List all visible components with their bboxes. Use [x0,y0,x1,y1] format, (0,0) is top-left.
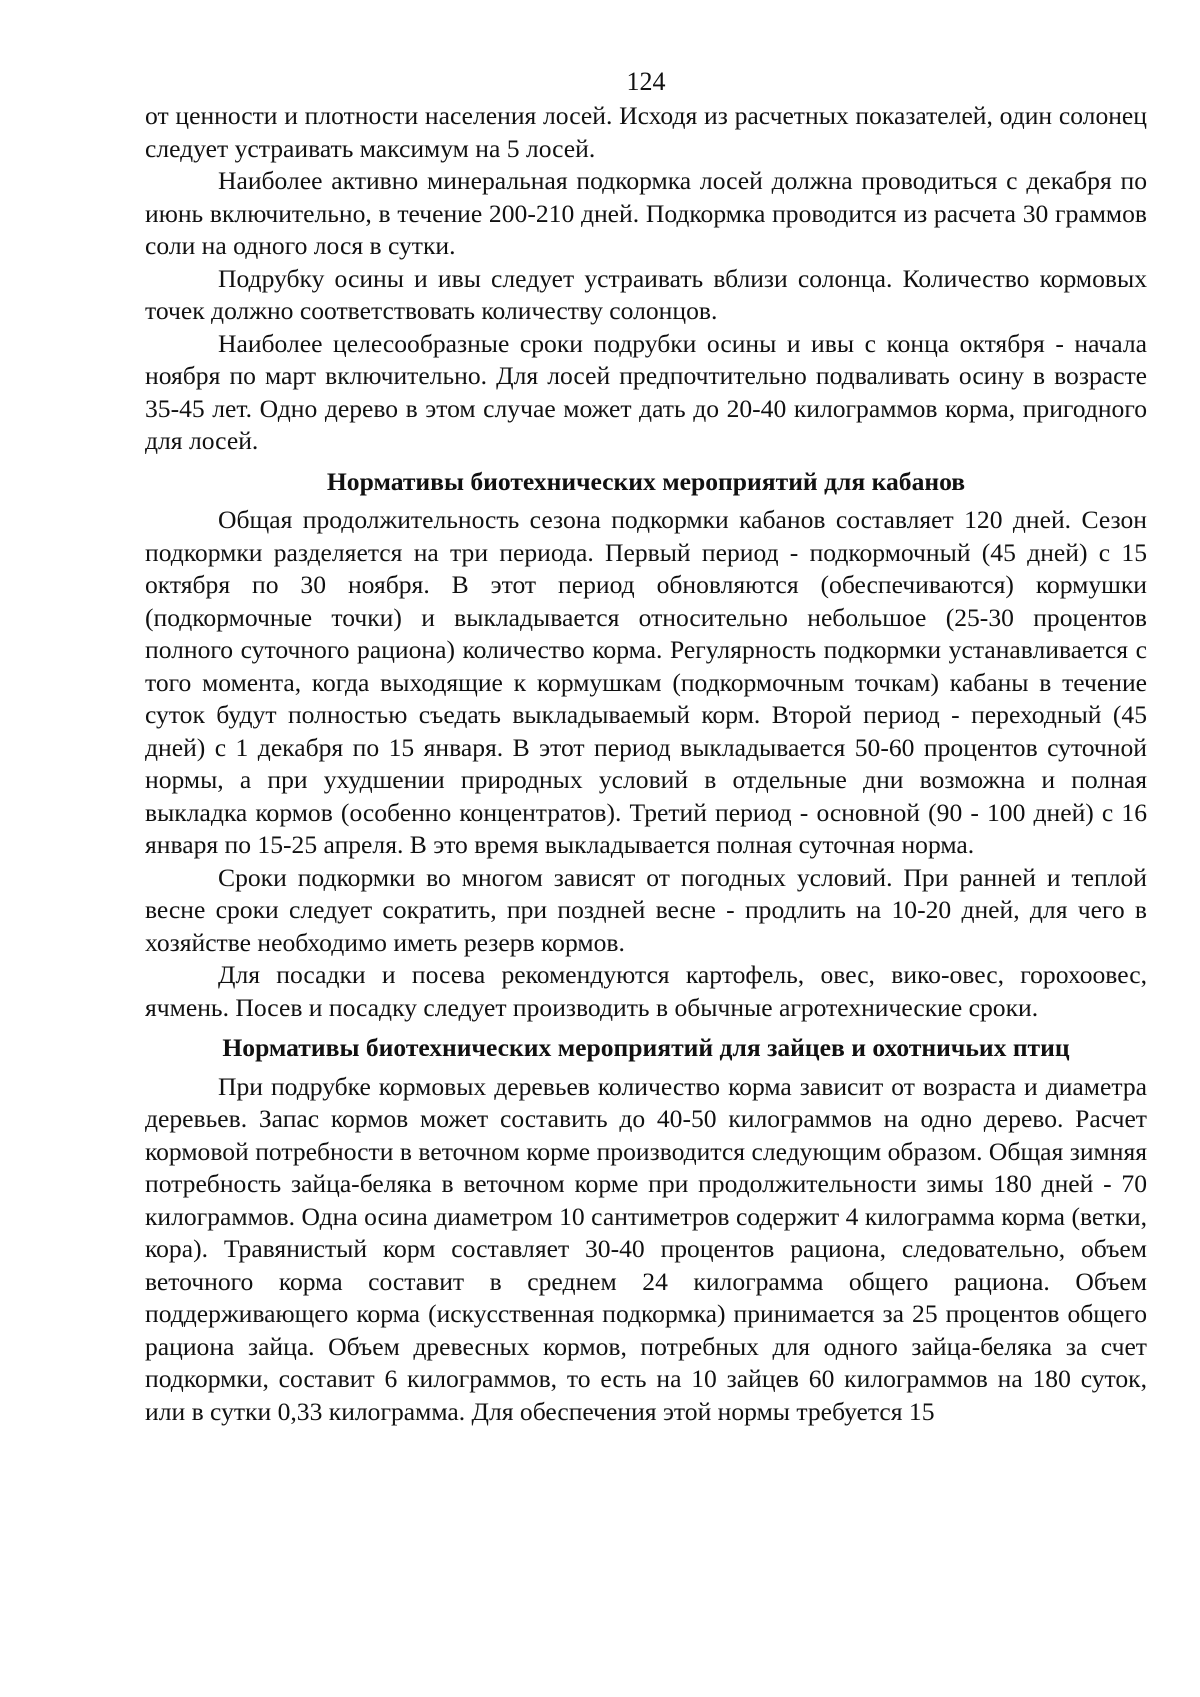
paragraph-boar-crops: Для посадки и посева рекомендуются картофель, овес, вико-овес, горохоовес, ячмень. Посев и посадку следует производить в обычные агротехнические сроки. [145,960,1147,1022]
document-page [145,66,1147,1428]
paragraph-boar-season: Общая продолжительность сезона подкормки кабанов составляет 120 дней. Сезон подкормки разделяется на три периода. Первый период - подкормочный (45 дней) с 15 октября по 30 ноября. В этот период обновляются (обеспечиваются) кормушки (подкормочные точки) и выкладывается относительно небольшое (25-30 процентов полного суточного рациона) количество корма. Регулярность подкормки устанавливается с того момента, когда выходящие к кормушкам (подкормочным точкам) кабаны в течение суток будут полностью съедать выкладываемый корм. Второй период - переходный (45 дней) с 1 декабря по 15 января. В этот период выкладывается 50-60 процентов суточной нормы, а при ухудшении природных условий в отдельные дни возможна и полная выкладка кормов (особенно концентратов). Третий период - основной (90 - 100 дней) с 16 января по 15-25 апреля. В это время выкладывается полная суточная норма. [145,505,1147,859]
paragraph-boar-weather: Сроки подкормки во многом зависят от погодных условий. При ранней и теплой весне сроки следует сократить, при поздней весне - продлить на 10-20 дней, для чего в хозяйстве необходимо иметь резерв кормов. [145,862,1147,957]
paragraph-cutting-terms: Наиболее целесообразные сроки подрубки осины и ивы с конца октября - начала ноября по март включительно. Для лосей предпочтительно подваливать осину в возрасте 35-45 лет. Одно дерево в этом случае может дать до 20-40 килограммов корма, пригодного для лосей. [145,328,1147,455]
section-heading-hares-birds: Нормативы биотехнических мероприятий для зайцев и охотничьих птиц [222,1033,1070,1062]
paragraph-continuation: от ценности и плотности населения лосей. Исходя из расчетных показателей, один солонец следует устраивать максимум на 5 лосей. [145,101,1147,163]
paragraph-hare-feed: При подрубке кормовых деревьев количество корма зависит от возраста и диаметра деревьев. Запас кормов может составить до 40-50 килограммов на одно дерево. Расчет кормовой потребности в веточном корме производится следующим образом. Общая зимняя потребность зайца-беляка в веточном корме при продолжительности зимы 180 дней - 70 килограммов. Одна осина диаметром 10 сантиметров содержит 4 килограмма корма (ветки, кора). Травянистый корм составляет 30-40 процентов рациона, следовательно, объем веточного корма составит в среднем 24 килограмма общего рациона. Объем поддерживающего корма (искусственная подкормка) принимается за 25 процентов общего рациона зайца. Объем древесных кормов, потребных для одного зайца-беляка за счет подкормки, составит 6 килограммов, то есть на 10 зайцев 60 килограммов на 180 суток, или в сутки 0,33 килограмма. Для обеспечения этой нормы требуется 15 [145,1071,1147,1426]
section-heading-boars: Нормативы биотехнических мероприятий для кабанов [326,466,966,496]
paragraph-aspen-cutting: Подрубку осины и ивы следует устраивать вблизи солонца. Количество кормовых точек должно соответствовать количеству солонцов. [145,263,1147,325]
page-number: 124 [626,67,666,96]
paragraph-mineral-feeding: Наиболее активно минеральная подкормка лосей должна проводиться с декабря по июнь включительно, в течение 200-210 дней. Подкормка проводится из расчета 30 граммов соли на одного лося в сутки. [145,166,1147,260]
